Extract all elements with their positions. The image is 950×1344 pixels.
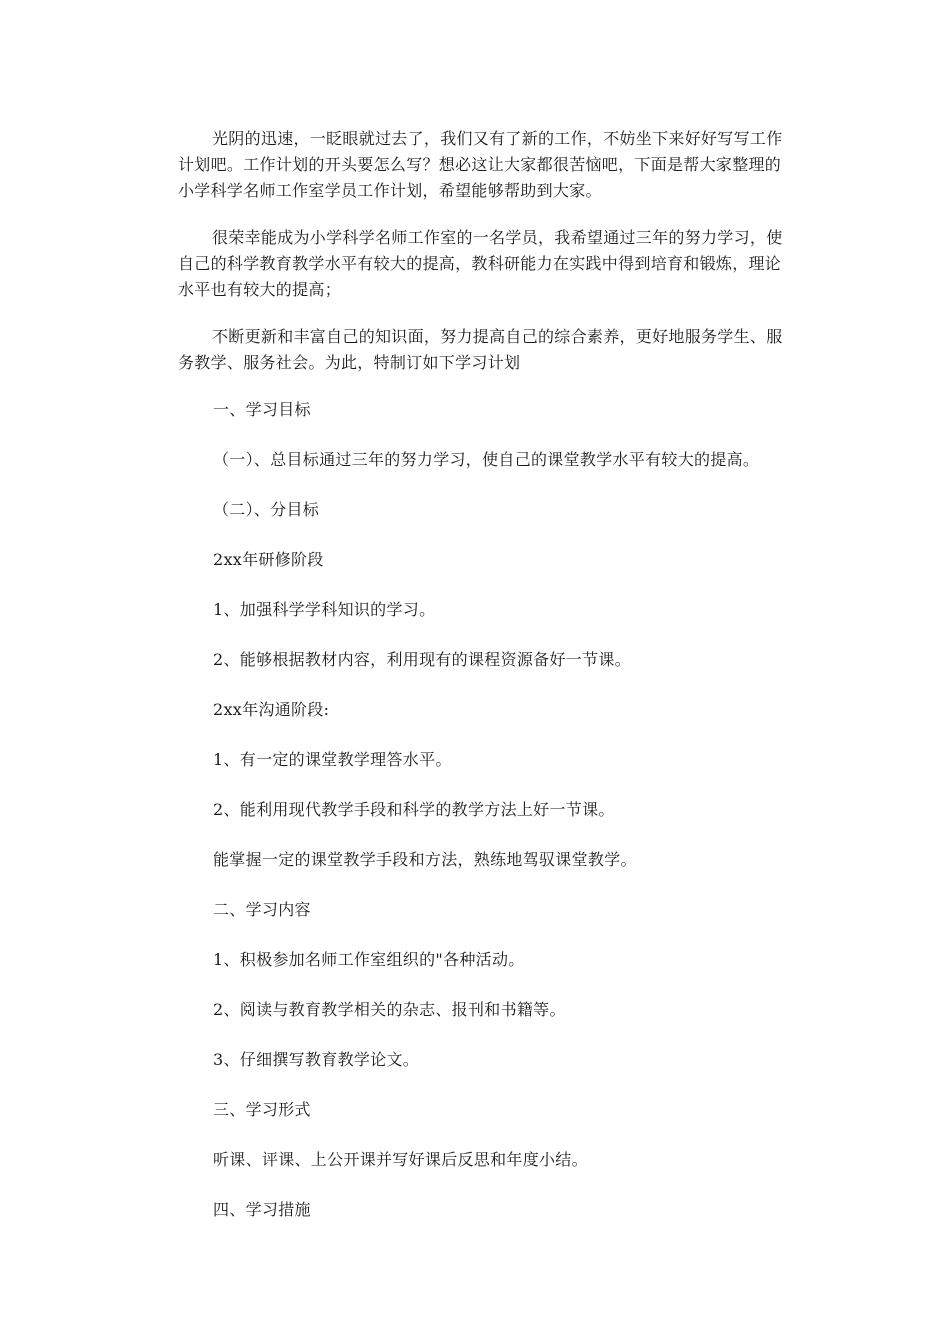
list-item: 2、能够根据教材内容，利用现有的课程资源备好一节课。 xyxy=(213,650,631,669)
sub-goal-heading: （二）、分目标 xyxy=(213,500,320,519)
section-heading-content: 二、学习内容 xyxy=(213,900,311,919)
stage-heading-research: 2xx年研修阶段 xyxy=(213,550,324,569)
list-item: 2、能利用现代教学手段和科学的教学方法上好一节课。 xyxy=(213,800,615,819)
list-item: 1、积极参加名师工作室组织的"各种活动。 xyxy=(213,950,525,969)
intro-paragraph-3: 不断更新和丰富自己的知识面，努力提高自己的综合素养，更好地服务学生、服务教学、服务社会。为此，特制订如下学习计划 xyxy=(178,327,783,372)
intro-paragraph-1: 光阴的迅速，一眨眼就过去了，我们又有了新的工作，不妨坐下来好好写写工作计划吧。工作计划的开头要怎么写？想必这让大家都很苦恼吧，下面是帮大家整理的小学科学名师工作室学员工作计划，希望能够帮助到大家。 xyxy=(178,129,783,200)
intro-paragraph-2: 很荣幸能成为小学科学名师工作室的一名学员，我希望通过三年的努力学习，使自己的科学教育教学水平有较大的提高，教科研能力在实践中得到培育和锻炼，理论水平也有较大的提高； xyxy=(178,228,783,299)
section-heading-form: 三、学习形式 xyxy=(213,1100,311,1119)
body-line: 听课、评课、上公开课并写好课后反思和年度小结。 xyxy=(213,1150,588,1169)
section-heading-goals: 一、学习目标 xyxy=(213,400,311,419)
list-item: 3、仔细撰写教育教学论文。 xyxy=(213,1050,420,1069)
overall-goal-line: （一）、总目标通过三年的努力学习，使自己的课堂教学水平有较大的提高。 xyxy=(213,450,760,469)
stage-heading-communication: 2xx年沟通阶段: xyxy=(213,700,330,719)
body-line: 能掌握一定的课堂教学手段和方法，熟练地驾驭课堂教学。 xyxy=(213,850,637,869)
list-item: 2、阅读与教育教学相关的杂志、报刊和书籍等。 xyxy=(213,1000,566,1019)
list-item: 1、加强科学学科知识的学习。 xyxy=(213,600,436,619)
section-heading-measures: 四、学习措施 xyxy=(213,1200,311,1219)
list-item: 1、有一定的课堂教学理答水平。 xyxy=(213,750,452,769)
